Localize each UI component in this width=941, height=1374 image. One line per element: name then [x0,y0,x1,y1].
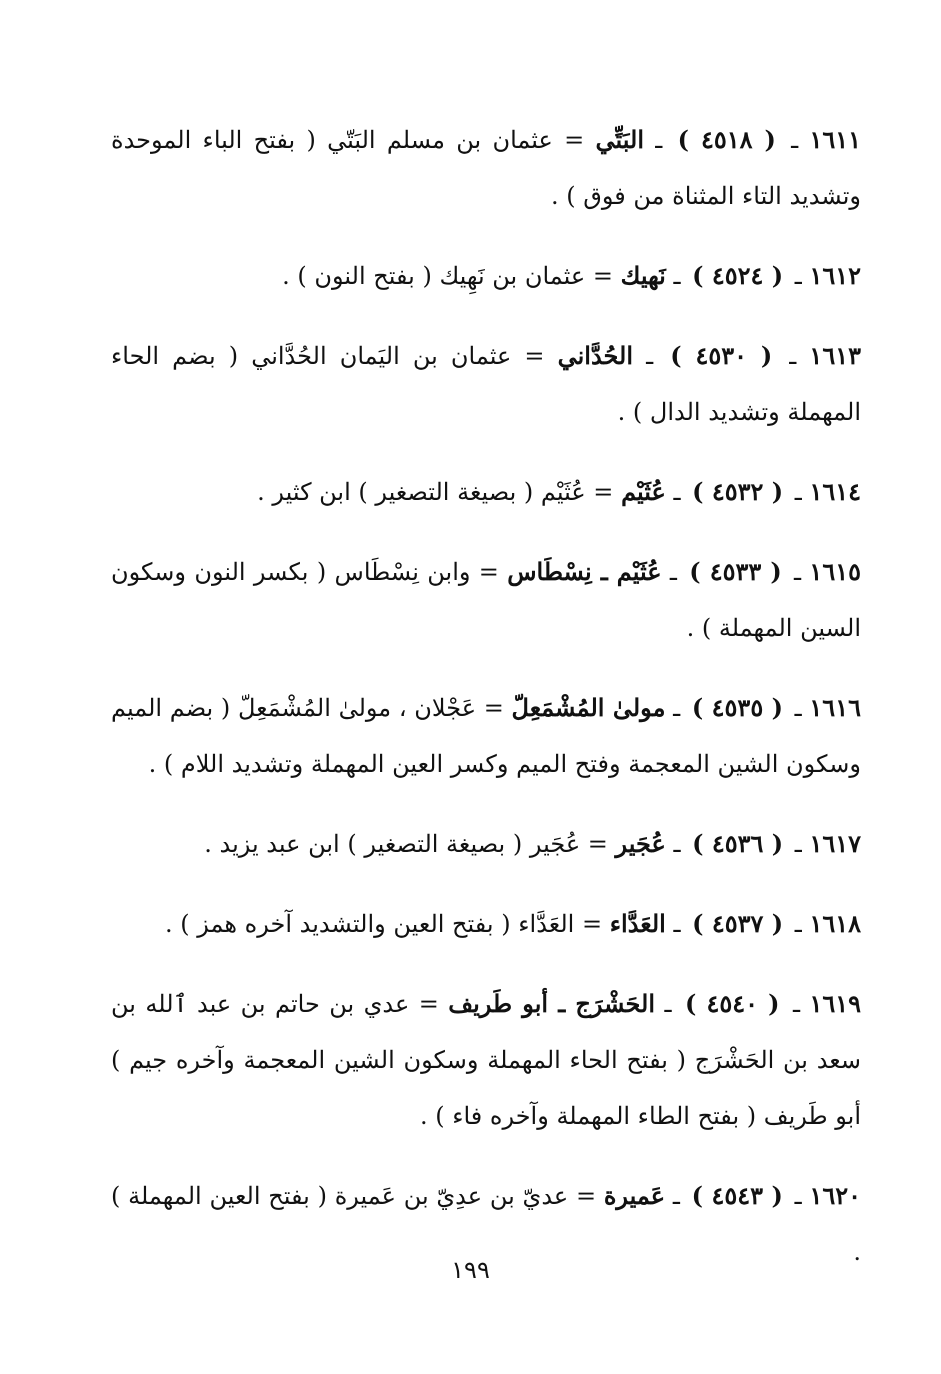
entry-text: = العَدَّاء ( بفتح العين والتشديد آخره همز ) . [165,910,603,938]
entry-text: = عدي بن حاتم بن عبد ٱلله بن سعد بن الحَشْرَج ( بفتح الحاء المهملة وسكون الشين المعجمة وآخره جيم ) أبو طَريف ( بفتح الطاء المهملة وآخره فاء ) . [111,990,861,1130]
entry-1619: ١٦١٩ ـ ( ٤٥٤٠ ) ـ الحَشْرَج ـ أبو طَريف = عدي بن حاتم بن عبد ٱلله بن سعد بن الحَشْرَج ( بفتح الحاء المهملة وسكون الشين المعجمة وآخره جيم ) أبو طَريف ( بفتح الطاء المهملة وآخره فاء ) . [111,989,861,1130]
entry-number: ١٦١٥ [809,557,861,586]
entries-list [111,88,861,1304]
entry-reference: ( ٤٥٣٣ ) [689,557,782,586]
entry-name: العَدَّاء [609,909,666,938]
entry-number: ١٦١٤ [809,477,861,506]
entry-name: عُثَيْم ـ نِسْطَاس [507,557,662,586]
entry-number: ١٦١٨ [809,909,861,938]
entry-1615: ١٦١٥ ـ ( ٤٥٣٣ ) ـ عُثَيْم ـ نِسْطَاس = وابن نِسْطَاس ( بكسر النون وسكون السين المهملة ) . [111,557,861,642]
entry-1620: ١٦٢٠ ـ ( ٤٥٤٣ ) ـ عَميرة = عديّ بن عدِيّ بن عَميرة ( بفتح العين المهملة ) . [111,1181,861,1266]
entry-reference: ( ٤٥٣٥ ) [691,693,783,722]
entry-1611: ١٦١١ ـ ( ٤٥١٨ ) ـ البَتِّي = عثمان بن مسلم البَتّي ( بفتح الباء الموحدة وتشديد التاء المثناة من فوق ) . [111,125,861,210]
entry-number: ١٦١٣ [809,341,861,370]
entry-text: = عَجْلان ، مولىٰ المُشْمَعِلّ ( بضم الميم وسكون الشين المعجمة وفتح الميم وكسر العين المهملة وتشديد اللام ) . [111,694,861,778]
entry-reference: ( ٤٥٤٣ ) [691,1181,783,1210]
entry-reference: ( ٤٥٣٧ ) [692,909,784,938]
entry-text: = عُجَير ( بصيغة التصغير ) ابن عبد يزيد . [204,830,608,858]
entry-reference: ( ٤٥٤٠ ) [684,989,780,1018]
entry-reference: ( ٤٥٢٤ ) [692,261,784,290]
entry-text: = عديّ بن عدِيّ بن عَميرة ( بفتح العين المهملة ) . [111,1182,861,1266]
entry-name: البَتِّي [595,125,644,154]
entry-number: ١٦١٧ [809,829,861,858]
entry-1613: ١٦١٣ ـ ( ٤٥٣٠ ) ـ الحُدَّاني = عثمان بن اليَمان الحُدَّاني ( بضم الحاء المهملة وتشديد الدال ) . [111,341,861,426]
entry-reference: ( ٤٥٣٦ ) [692,829,784,858]
entry-name: مولىٰ المُشْمَعِلّ [511,693,666,722]
entry-number: ١٦١١ [809,125,861,154]
entry-name: الحُدَّاني [557,341,634,370]
entry-text: = عثمان بن مسلم البَتّي ( بفتح الباء الموحدة وتشديد التاء المثناة من فوق ) . [111,126,861,210]
entry-number: ١٦١٦ [809,693,861,722]
entry-number: ١٦١٢ [809,261,861,290]
entry-name: عُجَير [615,829,666,858]
entry-reference: ( ٤٥٣٢ ) [692,477,784,506]
entry-1617: ١٦١٧ ـ ( ٤٥٣٦ ) ـ عُجَير = عُجَير ( بصيغة التصغير ) ابن عبد يزيد . [204,829,861,858]
entry-name: عَميرة [603,1181,666,1210]
entry-text: = وابن نِسْطَاس ( بكسر النون وسكون السين المهملة ) . [111,558,861,642]
entry-number: ١٦٢٠ [809,1181,861,1210]
entry-name: الحَشْرَج ـ أبو طَريف [448,989,656,1018]
entry-reference: ( ٤٥١٨ ) [677,125,776,154]
entry-1612: ١٦١٢ ـ ( ٤٥٢٤ ) ـ نَهيك = عثمان بن نَهِيك ( بفتح النون ) . [282,261,861,290]
entry-name: نَهيك [620,261,666,290]
entry-reference: ( ٤٥٣٠ ) [670,341,773,370]
entry-1614: ١٦١٤ ـ ( ٤٥٣٢ ) ـ عُثَيْم = عُثَيْم ( بصيغة التصغير ) ابن كثير . [257,477,861,506]
entry-1618: ١٦١٨ ـ ( ٤٥٣٧ ) ـ العَدَّاء = العَدَّاء ( بفتح العين والتشديد آخره همز ) . [165,909,861,938]
entry-text: = عثمان بن نَهِيك ( بفتح النون ) . [282,262,613,290]
entry-text: = عثمان بن اليَمان الحُدَّاني ( بضم الحاء المهملة وتشديد الدال ) . [111,342,861,426]
entry-name: عُثَيْم [621,477,666,506]
page-number: ١٩٩ [451,1256,490,1284]
entry-number: ١٦١٩ [809,989,861,1018]
entry-1616: ١٦١٦ ـ ( ٤٥٣٥ ) ـ مولىٰ المُشْمَعِلّ = عَجْلان ، مولىٰ المُشْمَعِلّ ( بضم الميم وسكون الشين المعجمة وفتح الميم وكسر العين المهملة وتشديد اللام ) . [111,693,861,778]
entry-text: = عُثَيْم ( بصيغة التصغير ) ابن كثير . [257,478,614,506]
